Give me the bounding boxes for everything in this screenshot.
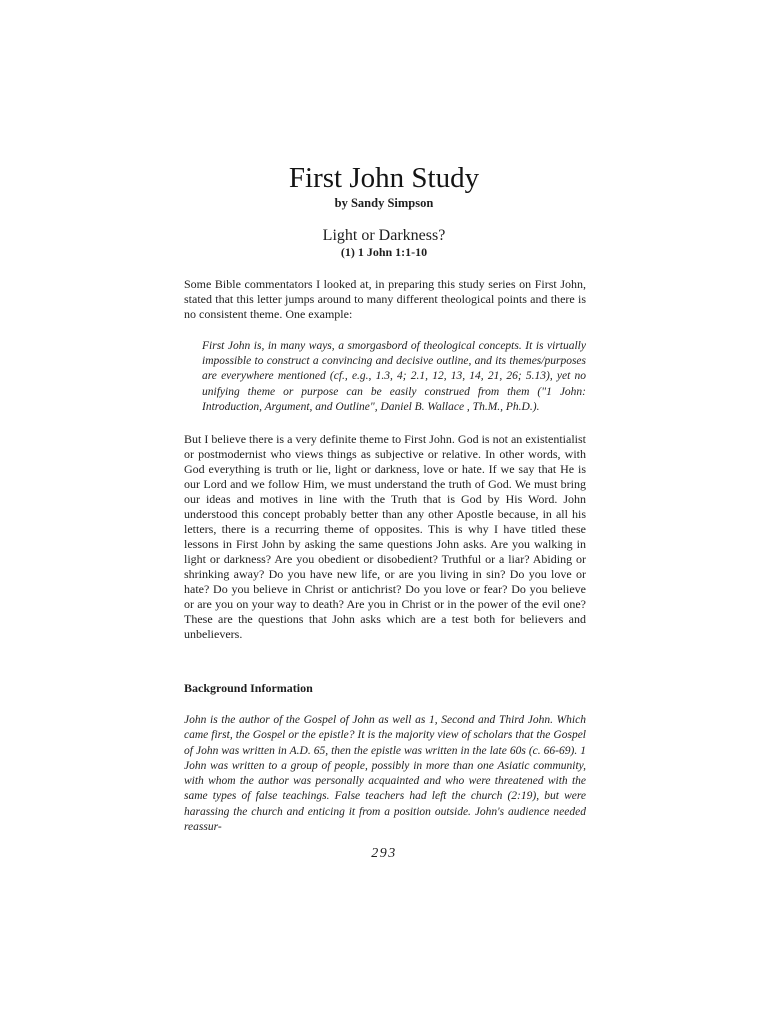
author-byline: by Sandy Simpson <box>334 196 434 210</box>
section-heading: Background Information <box>184 681 313 695</box>
lesson-reference: (1) 1 John 1:1-10 <box>340 245 428 259</box>
background-paragraph: John is the author of the Gospel of John as well as 1, Second and Third John. Which came first, the Gospel or the epistle? It is the majority view of scholars that the Gospel of John was written in A.D. 65, then the epistle was written in the late 60s (c. 66-69). 1 John was written to a group of people, possibly in more than one Asiatic community, with whom the author was personally acquainted and who were threatened with the same types of false teachings. False teachers had left the church (2:19), but were harassing the church and enticing it from a position outside. John's audience needed reassur- <box>184 714 586 834</box>
intro-paragraph: Some Bible commentators I looked at, in preparing this study series on First John, stated that this letter jumps around to many different theological points and there is no consistent theme. One example: <box>184 277 586 321</box>
main-paragraph: But I believe there is a very definite theme to First John. God is not an existentialist or postmodernist who views things as subjective or relative. In other words, with God everything is truth or lie, light or darkness, love or hate. If we say that He is our Lord and we follow Him, we must understand the truth of God. We must bring our ideas and motives in line with the Truth that is God by His Word. John understood this concept probably better than any other Apostle because, in all his letters, there is a recurring theme of opposites. This is why I have titled these lessons in First John by asking the same questions John asks. Are you walking in light or darkness? Are you obedient or disobedient? Truthful or a liar? Abiding or shrinking away? Do you have new life, or are you living in sin? Do you love or hate? Do you believe in Christ or antichrist? Do you love or fear? Do you believe or are you on your way to death? Are you in Christ or in the power of the evil one? These are the questions that John asks which are a test both for believers and unbelievers. <box>184 432 586 641</box>
lesson-title: Light or Darkness? <box>322 227 446 244</box>
document-title: First John Study <box>288 162 480 194</box>
page-number: 293 <box>371 846 397 861</box>
block-quote: First John is, in many ways, a smorgasbord of theological concepts. It is virtually impossible to construct a convincing and decisive outline, and its themes/purposes are everywhere mentioned (cf., e.g., 1.3, 4; 2.1, 12, 13, 14, 21, 26; 5.13), yet no unifying theme or purpose can be easily construed from them ("1 John: Introduction, Argument, and Outline", Daniel B. Wallace , Th.M., Ph.D.). <box>202 340 586 413</box>
